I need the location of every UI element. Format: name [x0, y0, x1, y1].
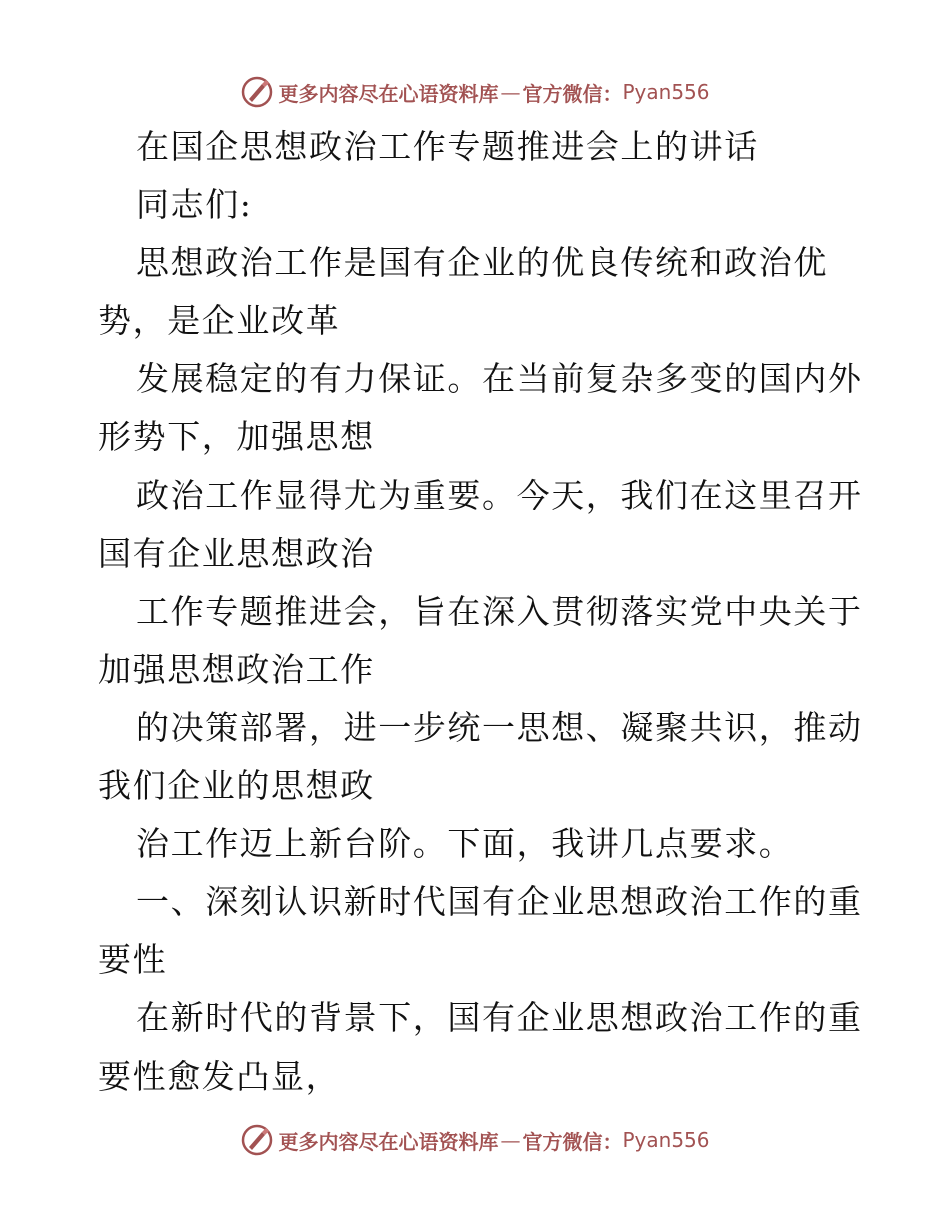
- banner-wechat-label: 官方微信：: [522, 81, 623, 106]
- document-title: 在国企思想政治工作专题推进会上的讲话: [136, 127, 759, 166]
- footer-watermark-banner: [0, 1120, 950, 1160]
- text-line: 在新时代的背景下，国有企业思想政治工作的重: [136, 998, 863, 1037]
- banner-wechat-id: Pyan556: [622, 80, 710, 104]
- text-line: 工作专题推进会，旨在深入贯彻落实党中央关于: [136, 592, 863, 631]
- section-heading-cont: 要性: [98, 940, 168, 979]
- text-line: 形势下，加强思想: [98, 417, 375, 456]
- text-line: 政治工作显得尤为重要。今天，我们在这里召开: [136, 476, 863, 515]
- pen-logo-icon: [240, 1123, 274, 1157]
- banner-text: 更多内容尽在心语资料库: [278, 81, 499, 106]
- banner-wechat-label: 官方微信：: [522, 1129, 623, 1154]
- section-heading: 一、深刻认识新时代国有企业思想政治工作的重: [136, 882, 863, 921]
- pen-logo-icon: [240, 75, 274, 109]
- text-line: 加强思想政治工作: [98, 650, 375, 689]
- text-line: 势，是企业改革: [98, 301, 341, 340]
- text-line: 国有企业思想政治: [98, 534, 375, 573]
- text-line: 思想政治工作是国有企业的优良传统和政治优: [136, 243, 828, 282]
- banner-dash: —: [500, 80, 521, 104]
- text-line: 要性愈发凸显，: [98, 1057, 341, 1096]
- banner-text: 更多内容尽在心语资料库: [278, 1129, 499, 1154]
- text-line: 我们企业的思想政: [98, 766, 375, 805]
- salutation: 同志们:: [136, 185, 253, 224]
- text-line: 发展稳定的有力保证。在当前复杂多变的国内外: [136, 359, 863, 398]
- banner-wechat-id: Pyan556: [622, 1128, 710, 1152]
- text-line: 的决策部署，进一步统一思想、凝聚共识，推动: [136, 708, 863, 747]
- banner-dash: —: [500, 1128, 521, 1152]
- text-line: 治工作迈上新台阶。下面，我讲几点要求。: [136, 824, 794, 863]
- header-watermark-banner: [0, 72, 950, 112]
